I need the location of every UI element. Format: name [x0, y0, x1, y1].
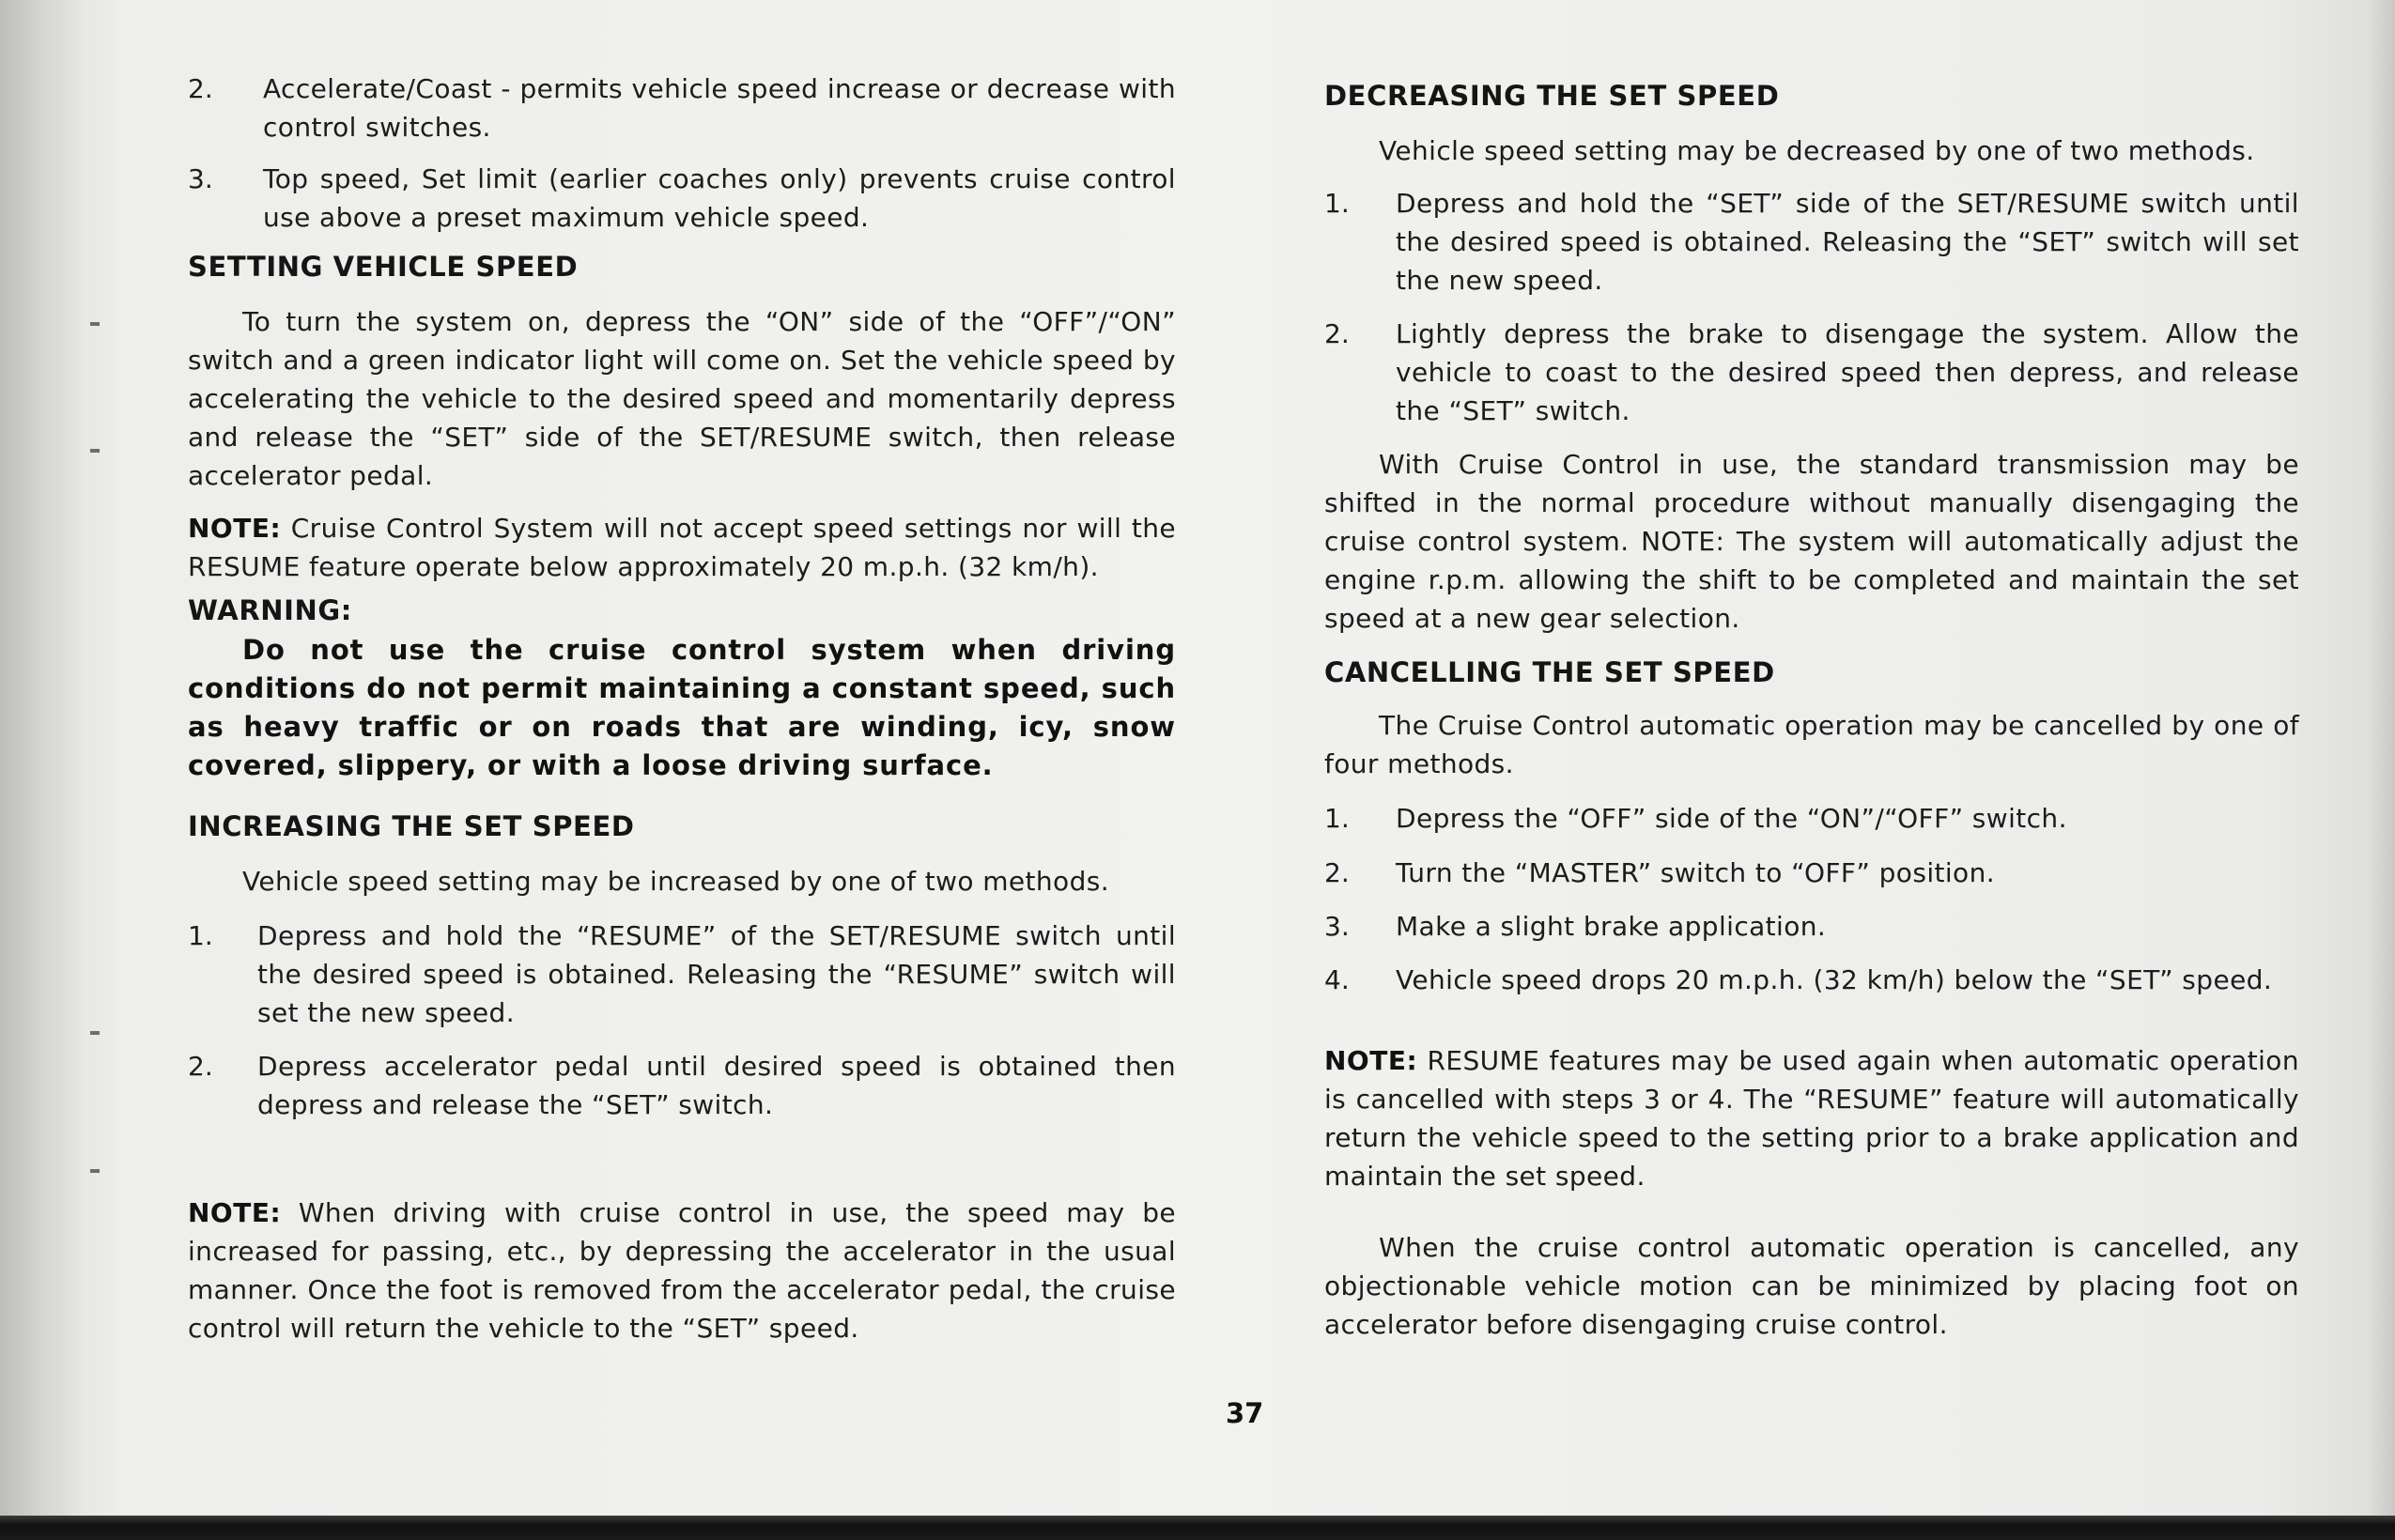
note-paragraph [1324, 1041, 2299, 1195]
list-number: 2. [1324, 318, 1350, 349]
list-item [188, 69, 1176, 146]
list-number: 3. [188, 163, 213, 194]
list-number: 2. [1324, 857, 1350, 888]
list-item [1324, 799, 2299, 838]
list-number: 1. [1324, 803, 1350, 834]
list-text: Depress and hold the “RESUME” of the SET/RESUME switch until the desired speed is obtained. Releasing the “RESUME” switch will set the new speed. [257, 920, 1176, 1028]
note-paragraph [188, 509, 1176, 586]
increasing-intro: Vehicle speed setting may be increased by one of two methods. [242, 866, 1110, 897]
list-text: Depress the “OFF” side of the “ON”/“OFF” switch. [1396, 803, 2067, 834]
scan-mark [90, 449, 100, 453]
decreasing-intro: Vehicle speed setting may be decreased by one of two methods. [1379, 135, 2255, 166]
note-text: Cruise Control System will not accept speed settings nor will the RESUME feature operate below approximately 20 m.p.h. (32 km/h). [188, 513, 1176, 582]
list-number: 2. [188, 73, 213, 104]
list-item [1324, 907, 2299, 946]
list-item [1324, 184, 2299, 300]
scan-bottom-edge [0, 1516, 2395, 1540]
list-number: 1. [188, 920, 213, 951]
section-heading-setting: SETTING VEHICLE SPEED [188, 251, 579, 283]
list-number: 3. [1324, 911, 1350, 942]
section-heading-increasing: INCREASING THE SET SPEED [188, 810, 635, 842]
list-text: Depress accelerator pedal until desired speed is obtained then depress and release the “SET” switch. [257, 1051, 1176, 1120]
list-text: Vehicle speed drops 20 m.p.h. (32 km/h) below the “SET” speed. [1396, 964, 2273, 995]
note-text: RESUME features may be used again when automatic operation is cancelled with steps 3 or 4. The “RESUME” feature will automatically return the vehicle speed to the setting prior to a brake application and maintain the set speed. [1324, 1045, 2299, 1192]
list-text: Lightly depress the brake to disengage the system. Allow the vehicle to coast to the desired speed then depress, and release the “SET” switch. [1396, 318, 2299, 426]
page-edge-shadow [2367, 0, 2395, 1540]
scan-mark [90, 322, 100, 326]
final-paragraph: When the cruise control automatic operation is cancelled, any objectionable vehicle motion can be minimized by placing foot on accelerator before disengaging cruise control. [1324, 1232, 2299, 1340]
list-item [1324, 854, 2299, 892]
list-number: 1. [1324, 188, 1350, 219]
note-text: When driving with cruise control in use, the speed may be increased for passing, etc., by depressing the accelerator in the usual manner. Once the foot is removed from the accelerator pedal, the cruise control will return the vehicle to the “SET” speed. [188, 1197, 1176, 1344]
list-text: Make a slight brake application. [1396, 911, 1827, 942]
page-number: 37 [1226, 1397, 1264, 1429]
scan-mark [90, 1031, 100, 1035]
note-label: NOTE: [188, 513, 282, 544]
list-number: 4. [1324, 964, 1350, 995]
list-text: Turn the “MASTER” switch to “OFF” position. [1396, 857, 1996, 888]
warning-heading: WARNING: [188, 594, 352, 626]
note-paragraph [188, 1194, 1176, 1348]
note-label: NOTE: [1324, 1045, 1418, 1076]
list-item [1324, 961, 2299, 999]
list-item [1324, 315, 2299, 431]
list-item [188, 160, 1176, 237]
setting-paragraph: To turn the system on, depress the “ON” side of the “OFF”/“ON” switch and a green indicator light will come on. Set the vehicle speed by accelerating the vehicle to the desired speed and momentarily depress and release the “SET” side of the SET/RESUME switch, then release accelerator pedal. [188, 306, 1176, 491]
list-text: Accelerate/Coast - permits vehicle speed increase or decrease with control switches. [263, 73, 1176, 143]
list-text: Top speed, Set limit (earlier coaches only) prevents cruise control use above a preset maximum vehicle speed. [263, 163, 1176, 233]
page-binding-shadow [0, 0, 81, 1540]
list-number: 2. [188, 1051, 213, 1082]
transmission-paragraph: With Cruise Control in use, the standard transmission may be shifted in the normal procedure without manually disengaging the cruise control system. NOTE: The system will automatically adjust the engine r.p.m. allowing the shift to be completed and maintain the set speed at a new gear selection. [1324, 449, 2299, 634]
scan-mark [90, 1169, 100, 1173]
list-item [188, 916, 1176, 1033]
section-heading-cancelling: CANCELLING THE SET SPEED [1324, 656, 1775, 688]
cancelling-intro: The Cruise Control automatic operation may be cancelled by one of four methods. [1324, 710, 2299, 779]
note-label: NOTE: [188, 1197, 282, 1228]
list-text: Depress and hold the “SET” side of the SET/RESUME switch until the desired speed is obtained. Releasing the “SET” switch will set the new speed. [1396, 188, 2299, 296]
section-heading-decreasing: DECREASING THE SET SPEED [1324, 80, 1780, 112]
warning-text: Do not use the cruise control system when driving conditions do not permit maintaining a constant speed, such as heavy traffic or on roads that are winding, icy, snow covered, slippery, or with a loose driving surface. [188, 634, 1176, 781]
list-item [188, 1047, 1176, 1124]
